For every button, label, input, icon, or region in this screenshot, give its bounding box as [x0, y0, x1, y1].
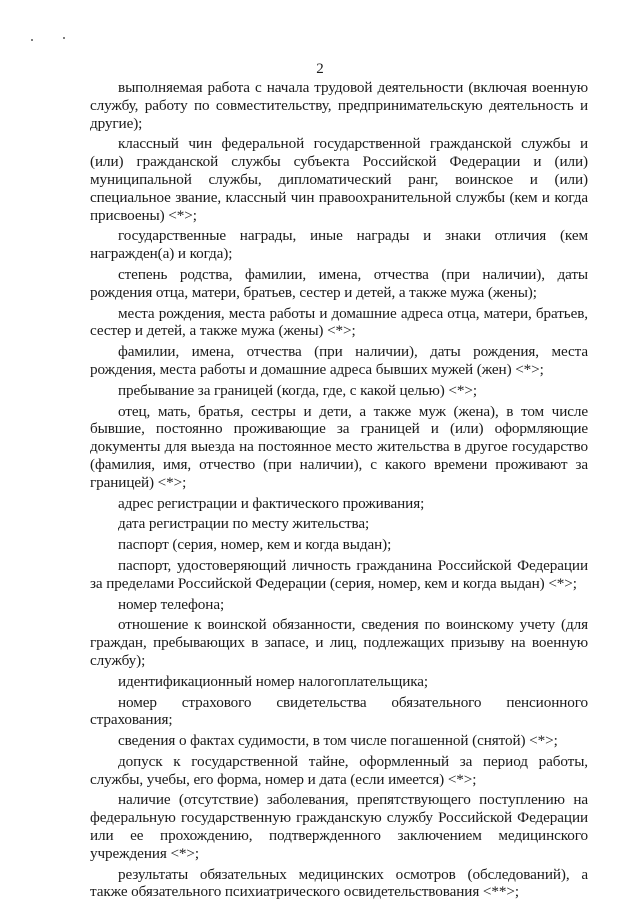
document-body: [90, 79, 588, 904]
list-item: идентификационный номер налогоплательщика;: [118, 672, 429, 690]
scan-speck: [31, 39, 33, 41]
list-item: места рождения, места работы и домашние адреса отца, матери, братьев, сестер и детей, а также мужа (жены) <*>;: [90, 304, 588, 340]
list-item: допуск к государственной тайне, оформленный за период работы, службы, учебы, его форма, номер и дата (если имеется) <*>;: [90, 752, 588, 788]
list-item: государственные награды, иные награды и знаки отличия (кем награжден(а) и когда);: [90, 227, 588, 263]
list-item: отец, мать, братья, сестры и дети, а также муж (жена), в том числе бывшие, постоянно проживающие за границей и (или) оформляющие документы для выезда на постоянное место жительства в другое государство (фамилия, имя, отчество (при наличии), с какого времени проживают за границей) <*>;: [90, 402, 588, 491]
list-item: выполняемая работа с начала трудовой деятельности (включая военную службу, работу по совместительству, предпринимательскую деятельность и другие);: [90, 79, 588, 132]
list-item: фамилии, имена, отчества (при наличии), даты рождения, места рождения, места работы и домашние адреса бывших мужей (жен) <*>;: [90, 343, 588, 378]
list-item: отношение к воинской обязанности, сведения по воинскому учету (для граждан, пребывающих в запасе, и лиц, подлежащих призыву на военную службу);: [90, 616, 588, 669]
scan-speck: [63, 37, 65, 39]
list-item: степень родства, фамилии, имена, отчества (при наличии), даты рождения отца, матери, братьев, сестер и детей, а также мужа (жены);: [90, 265, 588, 301]
list-item: паспорт, удостоверяющий личность гражданина Российской Федерации за пределами Российской Федерации (серия, номер, кем и когда выдан) <*>;: [90, 556, 588, 592]
list-item: пребывание за границей (когда, где, с какой целью) <*>;: [118, 381, 477, 399]
list-item: наличие (отсутствие) заболевания, препятствующего поступлению на федеральную государственную гражданскую службу Российской Федерации или ее прохождению, подтвержденного заключением медицинского учреждения <*>;: [90, 791, 588, 862]
list-item: классный чин федеральной государственной гражданской службы и (или) гражданской службы субъекта Российской Федерации и (или) муниципальной службы, дипломатический ранг, воинское и (или) специальное звание, классный чин правоохранительной службы (кем и когда присвоены) <*>;: [90, 135, 588, 224]
list-item: номер страхового свидетельства обязательного пенсионного страхования;: [90, 693, 588, 729]
list-item: результаты обязательных медицинских осмотров (обследований), а также обязательного психиатрического освидетельствования <**>;: [90, 865, 588, 901]
list-item: дата регистрации по месту жительства;: [118, 515, 370, 533]
page-number: 2: [316, 61, 324, 77]
list-item: номер телефона;: [118, 595, 225, 613]
list-item: адрес регистрации и фактического проживания;: [118, 494, 425, 512]
list-item: паспорт (серия, номер, кем и когда выдан);: [118, 536, 392, 554]
list-item: сведения о фактах судимости, в том числе погашенной (снятой) <*>;: [118, 732, 558, 750]
